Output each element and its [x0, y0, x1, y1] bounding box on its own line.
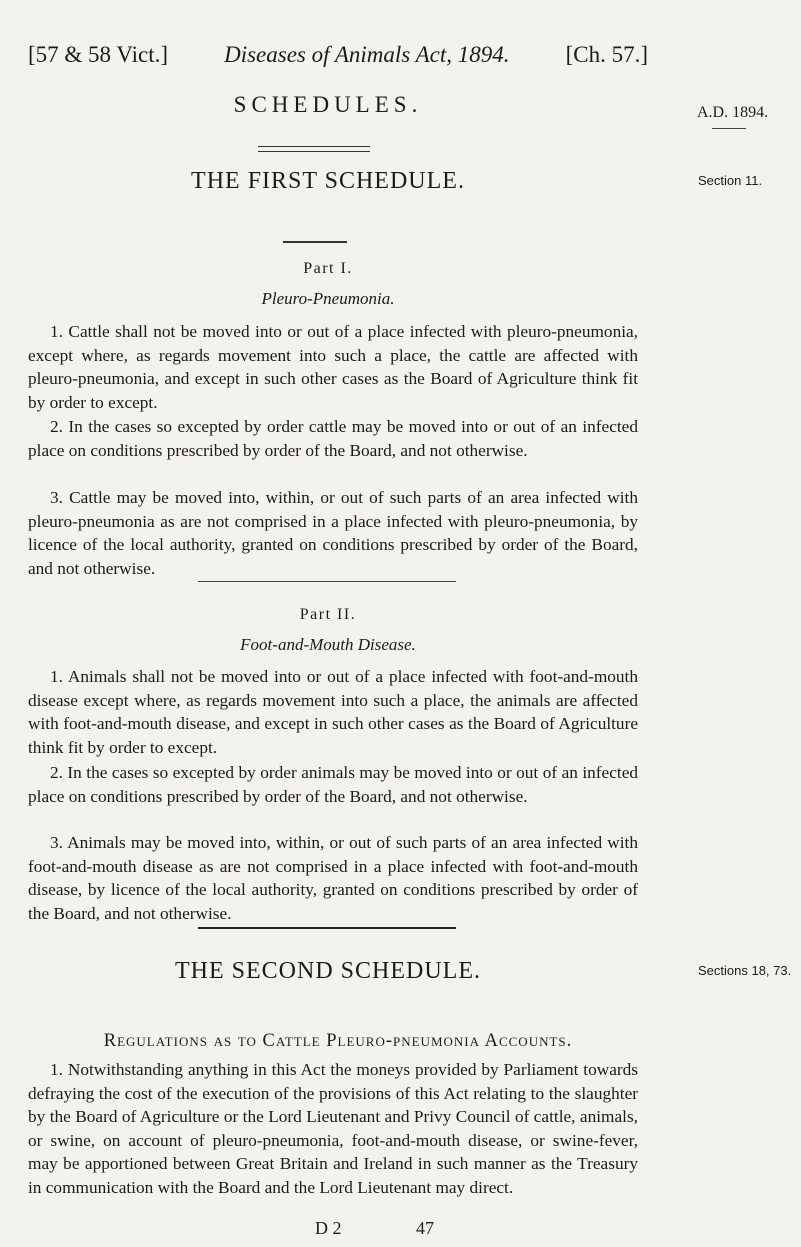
part1-paragraph-1: 1. Cattle shall not be moved into or out of a place infected with pleuro-pneumonia, except where, as regards movement into such a place, the cattle are affected with pleuro-pneumonia, and except in such other cases as the Board of Agriculture think fit by order to except.	[28, 322, 638, 412]
second-schedule-title: THE SECOND SCHEDULE.	[175, 958, 481, 984]
part1-paragraph-2: 2. In the cases so excepted by order cattle may be moved into or out of an infected place on conditions prescribed by order of the Board, and not otherwise.	[28, 417, 638, 460]
part2-paragraph-3: 3. Animals may be moved into, within, or out of such parts of an area infected with foot-and-mouth disease as are not comprised in a place infected with foot-and-mouth disease, by licence of the local authority, granted on conditions prescribed by order of the Board, and not otherwise.	[28, 833, 638, 923]
second-schedule-paragraph-1: 1. Notwithstanding anything in this Act the moneys provided by Parliament towards defraying the cost of the execution of the provisions of this Act relating to the slaughter by the Board of Agriculture or the Lord Lieutenant and Privy Council of cattle, animals, or swine, on account of pleuro-pneumonia, foot-and-mouth disease, or swine-fever, may be apportioned between Great Britain and Ireland in such manner as the Treasury in communication with the Board and the Lord Lieutenant may direct.	[28, 1060, 638, 1197]
margin-divider	[712, 128, 746, 129]
margin-section-first: Section 11.	[698, 173, 763, 188]
part2-heading: Part II.	[299, 606, 357, 623]
running-header	[28, 42, 648, 68]
header-act-title: Diseases of Animals Act, 1894.	[224, 42, 510, 67]
double-rule	[258, 146, 370, 152]
page-number: 47	[416, 1218, 434, 1238]
part2-paragraph-2: 2. In the cases so excepted by order animals may be moved into or out of an infected place on conditions prescribed by order of the Board, and not otherwise.	[28, 763, 638, 806]
part1-heading: Part I.	[303, 260, 353, 277]
schedule-separator	[198, 927, 456, 929]
first-schedule-title: THE FIRST SCHEDULE.	[191, 168, 465, 194]
regulations-heading: Regulations as to Cattle Pleuro-pneumonia Accounts.	[103, 1031, 573, 1051]
signature-mark: D 2	[315, 1218, 342, 1238]
title-rule	[283, 241, 347, 243]
header-chapter: [Ch. 57.]	[565, 42, 648, 67]
margin-year: A.D. 1894.	[697, 104, 769, 121]
part1-paragraph-3: 3. Cattle may be moved into, within, or out of such parts of an area infected with pleuro-pneumonia as are not comprised in a place infected with pleuro-pneumonia, by licence of the local authority, granted on conditions prescribed by order of the Board, and not otherwise.	[28, 488, 638, 578]
part1-subheading: Pleuro-Pneumonia.	[261, 289, 395, 308]
margin-section-second: Sections 18, 73.	[698, 963, 792, 978]
header-regnal-year: [57 & 58 Vict.]	[28, 42, 169, 67]
part2-subheading: Foot-and-Mouth Disease.	[240, 635, 416, 654]
part-separator	[198, 581, 456, 582]
schedules-title: SCHEDULES.	[233, 92, 423, 117]
part2-paragraph-1: 1. Animals shall not be moved into or out of a place infected with foot-and-mouth disease except where, as regards movement into such a place, the animals are affected with foot-and-mouth disease, and except in such other cases as the Board of Agriculture think fit by order to except.	[28, 667, 638, 757]
